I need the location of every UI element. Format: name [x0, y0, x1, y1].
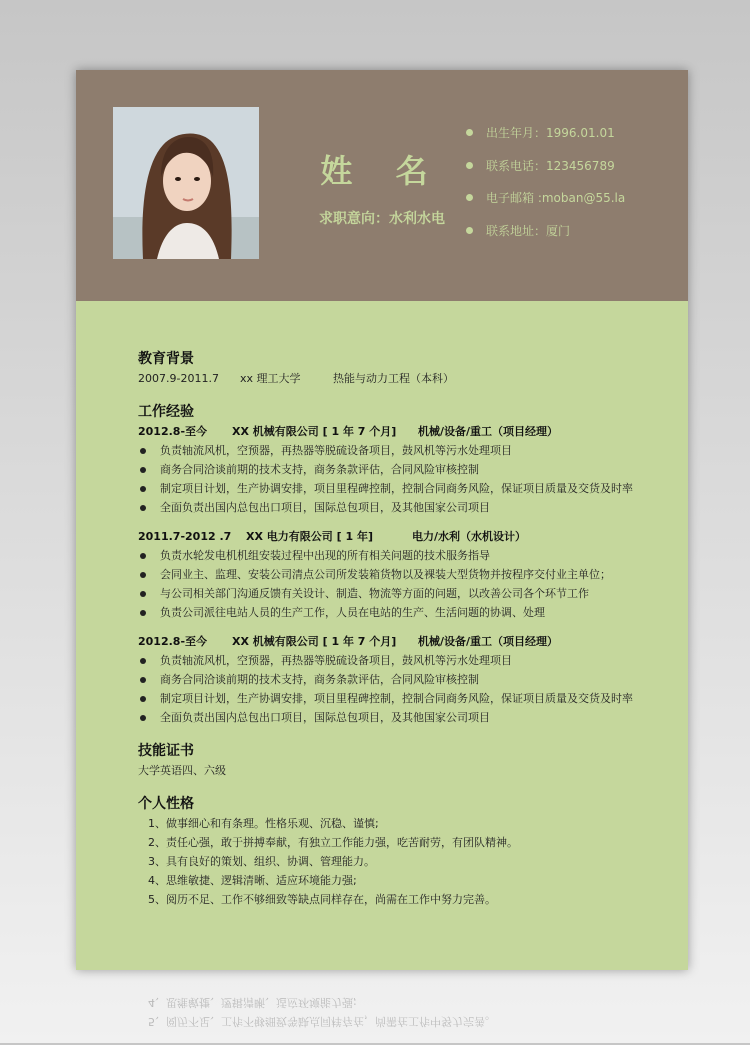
job-period: 2012.8-至今 — [138, 635, 208, 648]
list-item: 制定项目计划，生产协调安排，项目里程碑控制，控制合同商务风险，保证项目质量及交货及时率 — [138, 689, 678, 708]
skills-text: 大学英语四、六级 — [138, 764, 226, 777]
job-header — [138, 527, 678, 546]
education-school: xx 理工大学 — [240, 372, 301, 385]
bullet-dot-icon — [140, 467, 146, 473]
profile-photo — [113, 107, 259, 259]
list-item: 与公司相关部门沟通反馈有关设计、制造、物流等方面的问题，以改善公司各个环节工作 — [138, 584, 678, 603]
list-item: 制定项目计划，生产协调安排，项目里程碑控制，控制合同商务风险，保证项目质量及交货及时率 — [138, 479, 678, 498]
info-address: 联系地址：厦门 — [466, 220, 625, 253]
list-item: 会同业主、监理、安装公司清点公司所发装箱货物以及裸装大型货物并按程序交付业主单位； — [138, 565, 678, 584]
education-row — [138, 369, 678, 388]
bullet-dot-icon — [140, 658, 146, 664]
job-role: 机械/设备/重工（项目经理） — [418, 425, 559, 438]
list-item: 3、具有良好的策划、组织、协调、管理能力。 — [148, 855, 375, 868]
skills-title: 技能证书 — [138, 743, 194, 759]
personality-title: 个人性格 — [138, 796, 194, 812]
list-item: 负责公司派往电站人员的生产工作，人员在电站的生产、生活问题的协调、处理 — [138, 603, 678, 622]
education-period: 2007.9-2011.7 — [138, 372, 219, 385]
work-title: 工作经验 — [138, 404, 194, 420]
bullet-dot-icon — [466, 162, 473, 169]
job-header — [138, 632, 678, 651]
resume-page — [76, 70, 688, 970]
list-item: 5、阅历不足、工作不够细致等缺点同样存在，尚需在工作中努力完善。 — [148, 893, 496, 906]
resume-content — [138, 349, 678, 909]
bullet-dot-icon — [140, 591, 146, 597]
bullet-dot-icon — [140, 553, 146, 559]
list-item: 商务合同洽谈前期的技术支持，商务条款评估，合同风险审核控制 — [138, 460, 678, 479]
info-email: 电子邮箱 :moban@55.la — [466, 187, 625, 220]
page-reflection — [76, 985, 688, 1045]
list-item: 全面负责出国内总包出口项目，国际总包项目，及其他国家公司项目 — [138, 708, 678, 727]
job-intent: 求职意向：水利水电 — [319, 211, 445, 227]
job-role: 电力/水利（水机设计） — [412, 530, 527, 543]
list-item: 1、做事细心和有条理。性格乐观、沉稳、谨慎; — [148, 817, 379, 830]
education-major: 热能与动力工程（本科） — [333, 372, 454, 385]
bullet-dot-icon — [140, 486, 146, 492]
list-item: 商务合同洽谈前期的技术支持，商务条款评估，合同风险审核控制 — [138, 670, 678, 689]
bullet-dot-icon — [140, 572, 146, 578]
education-title: 教育背景 — [138, 351, 194, 367]
list-item: 负责轴流风机，空预器，再热器等脱硫设备项目，鼓风机等污水处理项目 — [138, 651, 678, 670]
job-company: XX 机械有限公司 [ 1 年 7 个月] — [232, 635, 397, 648]
job-company: XX 机械有限公司 [ 1 年 7 个月] — [232, 425, 397, 438]
reflection-text: 5、阅历不足、工作不够细致等缺点同样存在，尚需在工作中努力完善。 4、思维敏捷、逻辑清晰、适应环境能力强; — [148, 996, 496, 1028]
bullet-dot-icon — [466, 129, 473, 136]
list-item: 全面负责出国内总包出口项目，国际总包项目，及其他国家公司项目 — [138, 498, 678, 517]
bullet-dot-icon — [466, 194, 473, 201]
list-item: 负责轴流风机，空预器，再热器等脱硫设备项目，鼓风机等污水处理项目 — [138, 441, 678, 460]
bullet-dot-icon — [140, 505, 146, 511]
job-period: 2012.8-至今 — [138, 425, 208, 438]
list-item: 4、思维敏捷、逻辑清晰、适应环境能力强; — [148, 874, 357, 887]
list-item: 2、责任心强，敢于拼搏奉献，有独立工作能力强，吃苦耐劳，有团队精神。 — [148, 836, 518, 849]
bullet-dot-icon — [140, 696, 146, 702]
job-period: 2011.7-2012 .7 — [138, 530, 232, 543]
bullet-dot-icon — [140, 610, 146, 616]
list-item: 负责水轮发电机机组安装过程中出现的所有相关问题的技术服务指导 — [138, 546, 678, 565]
contact-info — [466, 122, 625, 252]
candidate-name: 姓 名 — [320, 152, 444, 190]
info-birth: 出生年月：1996.01.01 — [466, 122, 625, 155]
job-role: 机械/设备/重工（项目经理） — [418, 635, 559, 648]
info-phone: 联系电话：123456789 — [466, 155, 625, 188]
job-header — [138, 422, 678, 441]
bullet-dot-icon — [140, 677, 146, 683]
resume-header — [76, 70, 688, 301]
bullet-dot-icon — [140, 715, 146, 721]
job-company: XX 电力有限公司 [ 1 年] — [246, 530, 373, 543]
bullet-dot-icon — [140, 448, 146, 454]
bullet-dot-icon — [466, 227, 473, 234]
